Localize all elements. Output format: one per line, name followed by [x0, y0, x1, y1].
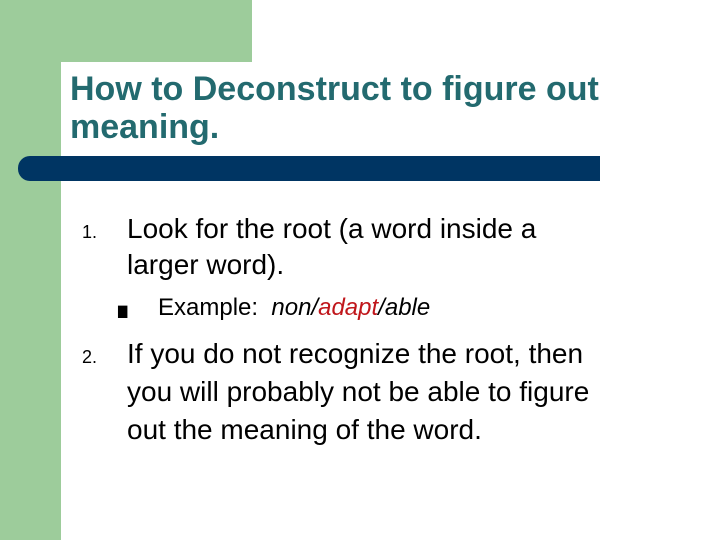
list-number-2: 2. [82, 347, 98, 367]
slide-title: How to Deconstruct to figure out meaning. [70, 70, 599, 146]
sub-bullet-icon: ▇ [118, 304, 128, 318]
list-item-2-line-1: If you do not recognize the root, then [127, 338, 584, 369]
example-prefix: non/ [271, 294, 319, 321]
example-suffix: /able [378, 294, 431, 321]
example-label: Example: [158, 294, 259, 321]
sidebar-green-band [0, 0, 61, 540]
list-number-1: 1. [82, 222, 98, 242]
list-item-1-line-2: larger word). [127, 249, 285, 280]
list-item-2-line-3: out the meaning of the word. [127, 414, 482, 445]
example-root: adapt [318, 294, 379, 321]
example-line [158, 294, 430, 322]
list-item-2-line-2: you will probably not be able to figure [127, 376, 590, 407]
list-item-1-line-1: Look for the root (a word inside a [127, 213, 537, 244]
title-underline-bar [18, 156, 600, 181]
